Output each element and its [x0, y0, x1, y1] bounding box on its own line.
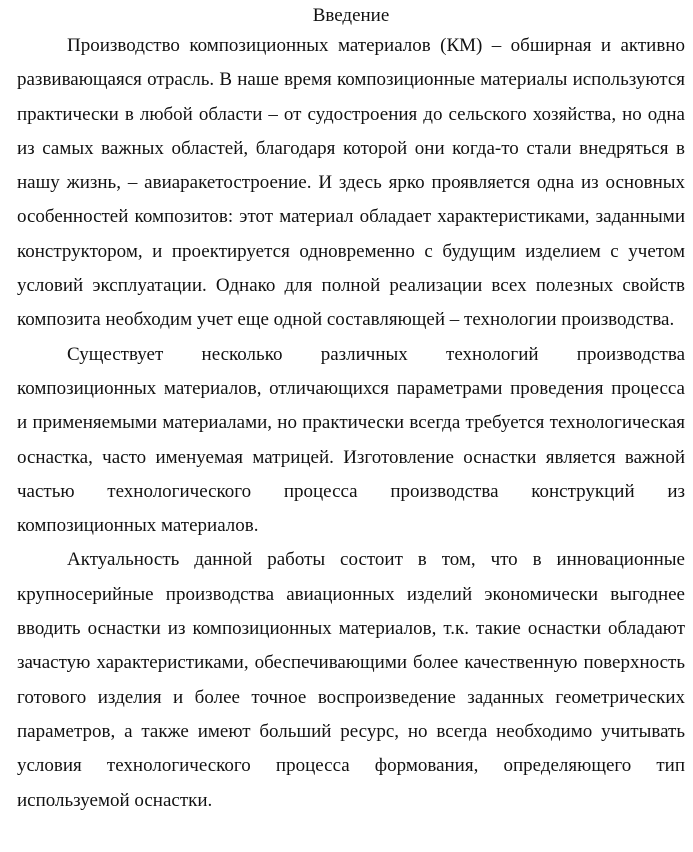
paragraph-relevance: Актуальность данной работы состоит в том, что в инновационные крупносерийные производства авиационных изделий экономически выгоднее вводить оснастки из композиционных материалов, т.к. такие оснастки обладают зачастую характеристиками, обеспечивающими более качественную поверхность готового изделия и более точное воспроизведение заданных геометрических параметров, а также имеют больший ресурс, но всегда необходимо учитывать условия технологического процесса формования, определяющего тип используемой оснастки. — [17, 549, 685, 811]
paragraph-intro: Производство композиционных материалов (КМ) – обширная и активно развивающаяся отрасль. В наше время композиционные материалы используются практически в любой области – от судостроения до сельского хозяйства, но одна из самых важных областей, благодаря которой они когда-то стали внедряться в нашу жизнь, – авиаракетостроение. И здесь ярко проявляется одна из основных особенностей композитов: этот материал обладает характеристиками, заданными конструктором, и проектируется одновременно с будущим изделием с учетом условий эксплуатации. Однако для полной реализации всех полезных свойств композита необходим учет еще одной составляющей – технологии производства. — [17, 35, 685, 331]
paragraph-technologies: Существует несколько различных технологий производства композиционных материалов, отличающихся параметрами проведения процесса и применяемыми материалами, но практически всегда требуется технологическая оснастка, часто именуемая матрицей. Изготовление оснастки является важной частью технологического процесса производства конструкций из композиционных материалов. — [17, 343, 685, 537]
document-title: Введение — [312, 5, 390, 26]
